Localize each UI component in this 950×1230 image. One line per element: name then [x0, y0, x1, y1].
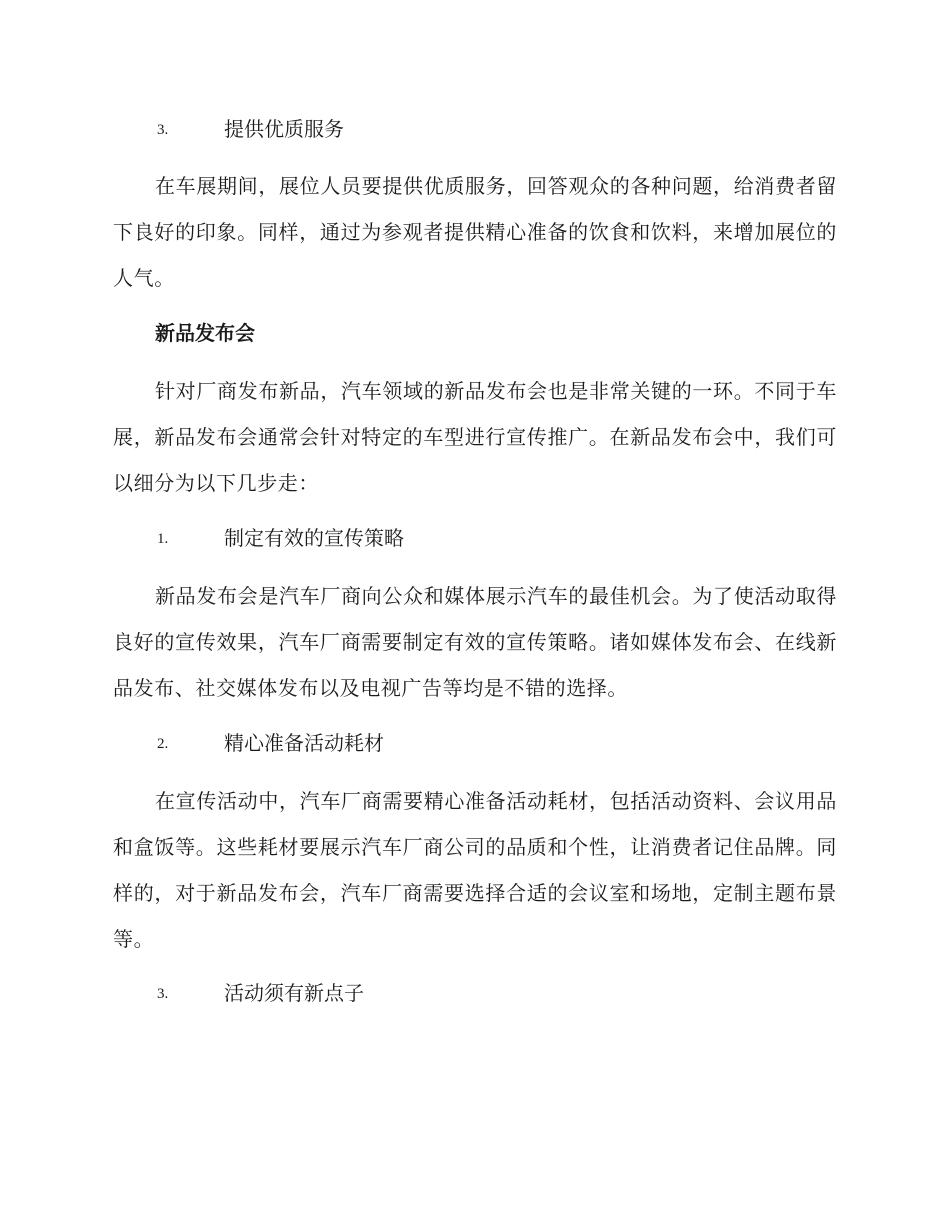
- paragraph-launch-intro: 针对厂商发布新品，汽车领域的新品发布会也是非常关键的一环。不同于车展，新品发布会通常会针对特定的车型进行宣传推广。在新品发布会中，我们可以细分为以下几步走：: [113, 379, 837, 495]
- list-item-strategy: [0, 523, 950, 553]
- list-item-number: 1.: [157, 531, 169, 547]
- list-item-title: 精心准备活动耗材: [224, 731, 384, 755]
- list-item-new-ideas: [0, 978, 950, 1008]
- list-item-number: 2.: [157, 736, 169, 752]
- list-item-title: 活动须有新点子: [224, 981, 364, 1005]
- paragraph-materials: 在宣传活动中，汽车厂商需要精心准备活动耗材，包括活动资料、会议用品和盒饭等。这些耗材要展示汽车厂商公司的品质和个性，让消费者记住品牌。同样的，对于新品发布会，汽车厂商需要选择合适的会议室和场地，定制主题布景等。: [113, 789, 837, 951]
- paragraph-service: 在车展期间，展位人员要提供优质服务，回答观众的各种问题，给消费者留下良好的印象。同样，通过为参观者提供精心准备的饮食和饮料，来增加展位的人气。: [113, 174, 837, 290]
- paragraph-strategy: 新品发布会是汽车厂商向公众和媒体展示汽车的最佳机会。为了使活动取得良好的宣传效果，汽车厂商需要制定有效的宣传策略。诸如媒体发布会、在线新品发布、社交媒体发布以及电视广告等均是不错的选择。: [113, 584, 837, 700]
- list-item-title: 制定有效的宣传策略: [224, 526, 404, 550]
- list-item-number: 3.: [157, 122, 169, 138]
- list-item-provide-service: [0, 114, 950, 144]
- list-item-materials: [0, 728, 950, 758]
- list-item-title: 提供优质服务: [224, 117, 344, 141]
- list-item-number: 3.: [157, 986, 169, 1002]
- section-heading-product-launch: 新品发布会: [155, 321, 255, 345]
